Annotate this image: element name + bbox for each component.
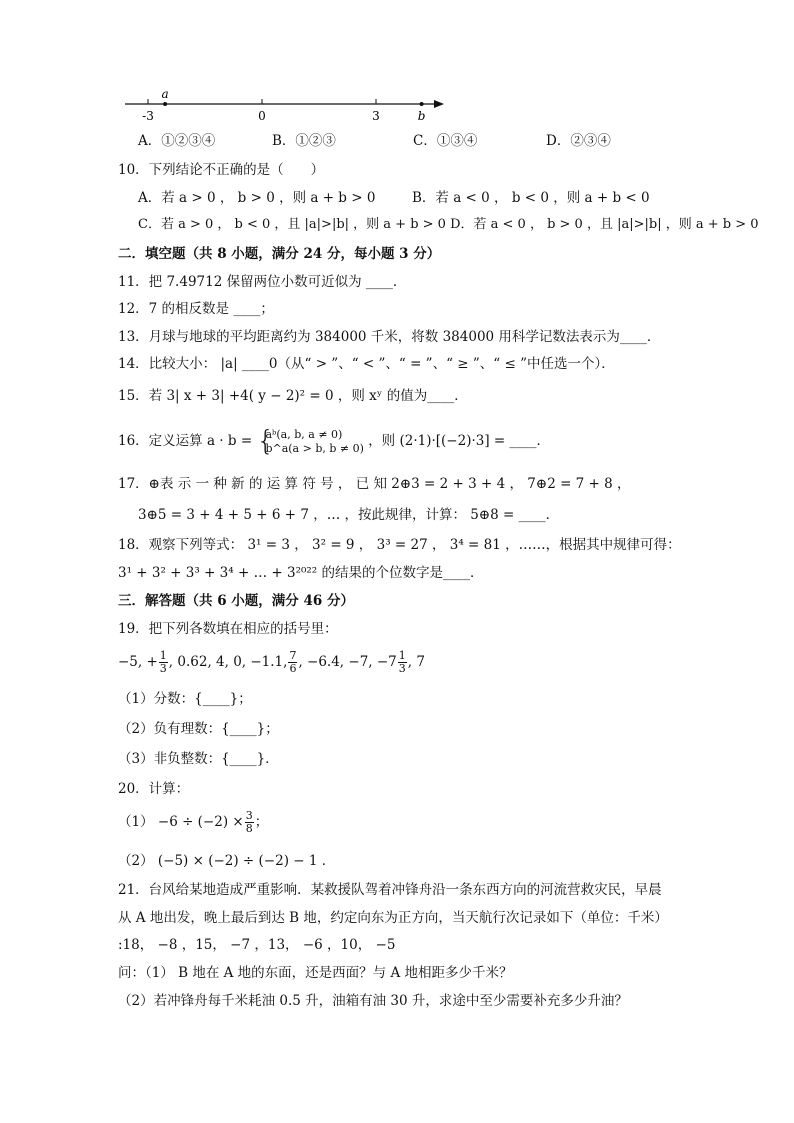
q12: 12．7 的相反数是 ____； xyxy=(118,301,274,317)
q13: 13．月球与地球的平均距离约为 384000 千米，将数 384000 用科学记数法表示为____． xyxy=(118,329,661,345)
section-2-heading: 二．填空题（共 8 小题，满分 24 分，每小题 3 分） xyxy=(118,246,441,262)
q11: 11．把 7.49712 保留两位小数可近似为 ____． xyxy=(118,274,407,290)
q14: 14．比较大小： |a| ____0（从“ > ”、“ < ”、“ = ”、“ ≥ ”、“ ≤ ”中任选一个）． xyxy=(118,356,615,372)
q10-option-b: B．若 a < 0 ， b < 0 ，则 a + b < 0 xyxy=(412,190,650,206)
q21-line5: （2）若冲锋舟每千米耗油 0.5 升，油箱有油 30 升，求途中至少需要补充多少升油？ xyxy=(118,993,628,1009)
q10-options-cd: C．若 a > 0 ， b < 0 ，且 |a|>|b| ，则 a + b > 0 D．若 a < 0 ， b > 0 ，且 |a|>|b| ，则 a + b > 0 xyxy=(138,217,759,232)
q9-option-a: A．①②③④ xyxy=(138,133,216,149)
q16-pre: 16．定义运算 a · b = xyxy=(118,433,253,449)
number-line-label-0: -3 xyxy=(142,109,154,123)
number-line-label-2: 0 xyxy=(258,109,266,123)
number-line xyxy=(0,0,794,130)
q21-line1: 21．台风给某地造成严重影响．某救援队驾着冲锋舟沿一条东西方向的河流营救灾民，早晨 xyxy=(118,882,662,898)
q16-brace: { xyxy=(256,423,275,457)
q21-line2: 从 A 地出发，晚上最后到达 B 地，约定向东为正方向，当天航行次记录如下（单位：千米） xyxy=(118,910,668,926)
number-line-arrow xyxy=(434,100,444,108)
q19-nums-d: , 7 xyxy=(407,654,425,670)
q20-fraction: $\frac{3}{8}$ xyxy=(245,809,253,835)
q20-stem: 20．计算： xyxy=(118,781,190,797)
q19-nums-b: , 0.62, 4, 0, −1.1, xyxy=(168,654,288,670)
q21-line4: 问：（1） B 地在 A 地的东面，还是西面？与 A 地相距多少千米？ xyxy=(118,965,513,981)
q19-part3: （3）非负整数：{____}． xyxy=(118,751,279,767)
q9-option-b: B．①②③ xyxy=(272,133,336,149)
q19-fraction-2: $\frac{7}{6}$ xyxy=(289,649,297,675)
q16-piecewise xyxy=(256,423,364,457)
q20-part2: （2） (−5) × (−2) ÷ (−2) − 1 ． xyxy=(118,853,336,869)
q19-numbers xyxy=(118,646,425,678)
q18-line1: 18．观察下列等式： 3¹ = 3 ， 3² = 9 ， 3³ = 27 ， 3⁴ = 81 ，……，根据其中规律可得： xyxy=(118,537,681,553)
q16-post: ，则 (2·1)·[(−2)·3] = ____． xyxy=(368,433,551,449)
q10-stem: 10．下列结论不正确的是（ ） xyxy=(118,162,325,178)
number-line-point-b xyxy=(420,102,424,106)
q21-line3: :18， −8 ，15， −7 ，13， −6 ，10， −5 xyxy=(118,937,396,953)
q17-line1: 17．⊕表 示 一 种 新 的 运 算 符 号 ， 已 知 2⊕3 = 2 + 3 + 4 ， 7⊕2 = 7 + 8 ， xyxy=(118,476,631,492)
q10-option-a: A．若 a > 0 ， b > 0 ，则 a + b > 0 xyxy=(138,190,376,206)
q19-fraction-3: $\frac{1}{3}$ xyxy=(398,649,406,675)
q18-line2: 3¹ + 3² + 3³ + 3⁴ + … + 3²⁰²² 的结果的个位数字是____． xyxy=(118,565,484,581)
q16-case2: b^a(a > b, b ≠ 0) xyxy=(265,441,364,455)
q19-nums-c: , −6.4, −7, −7 xyxy=(298,654,397,670)
section-3-heading: 三．解答题（共 6 小题，满分 46 分） xyxy=(118,593,354,609)
number-line-label-1: a xyxy=(161,87,169,101)
q17-line2: 3⊕5 = 3 + 4 + 5 + 6 + 7 ，… ，按此规律，计算： 5⊕8 = ____． xyxy=(138,507,560,523)
q15: 15．若 3| x + 3| +4( y − 2)² = 0 ，则 xʸ 的值为____． xyxy=(118,388,468,404)
q9-option-c: C．①③④ xyxy=(413,133,478,149)
q16 xyxy=(118,423,551,457)
q16-case1: aᵇ(a, b, a ≠ 0) xyxy=(265,427,343,441)
q20-part1-end: ； xyxy=(254,814,269,830)
number-line-label-4: b xyxy=(417,109,426,123)
number-line-point-a xyxy=(163,102,167,106)
q19-nums-a: −5, + xyxy=(118,654,158,670)
q20-part1-expr: （1） −6 ÷ (−2) × xyxy=(118,814,244,830)
q19-part2: （2）负有理数：{____}； xyxy=(118,721,279,737)
q19-fraction-1: $\frac{1}{3}$ xyxy=(159,649,167,675)
q20-part1 xyxy=(118,806,268,838)
q19-part1: （1）分数：{____}； xyxy=(118,691,252,707)
q9-option-d: D．②③④ xyxy=(546,133,611,149)
number-line-label-3: 3 xyxy=(372,109,380,123)
q19-stem: 19．把下列各数填在相应的括号里： xyxy=(118,621,338,637)
